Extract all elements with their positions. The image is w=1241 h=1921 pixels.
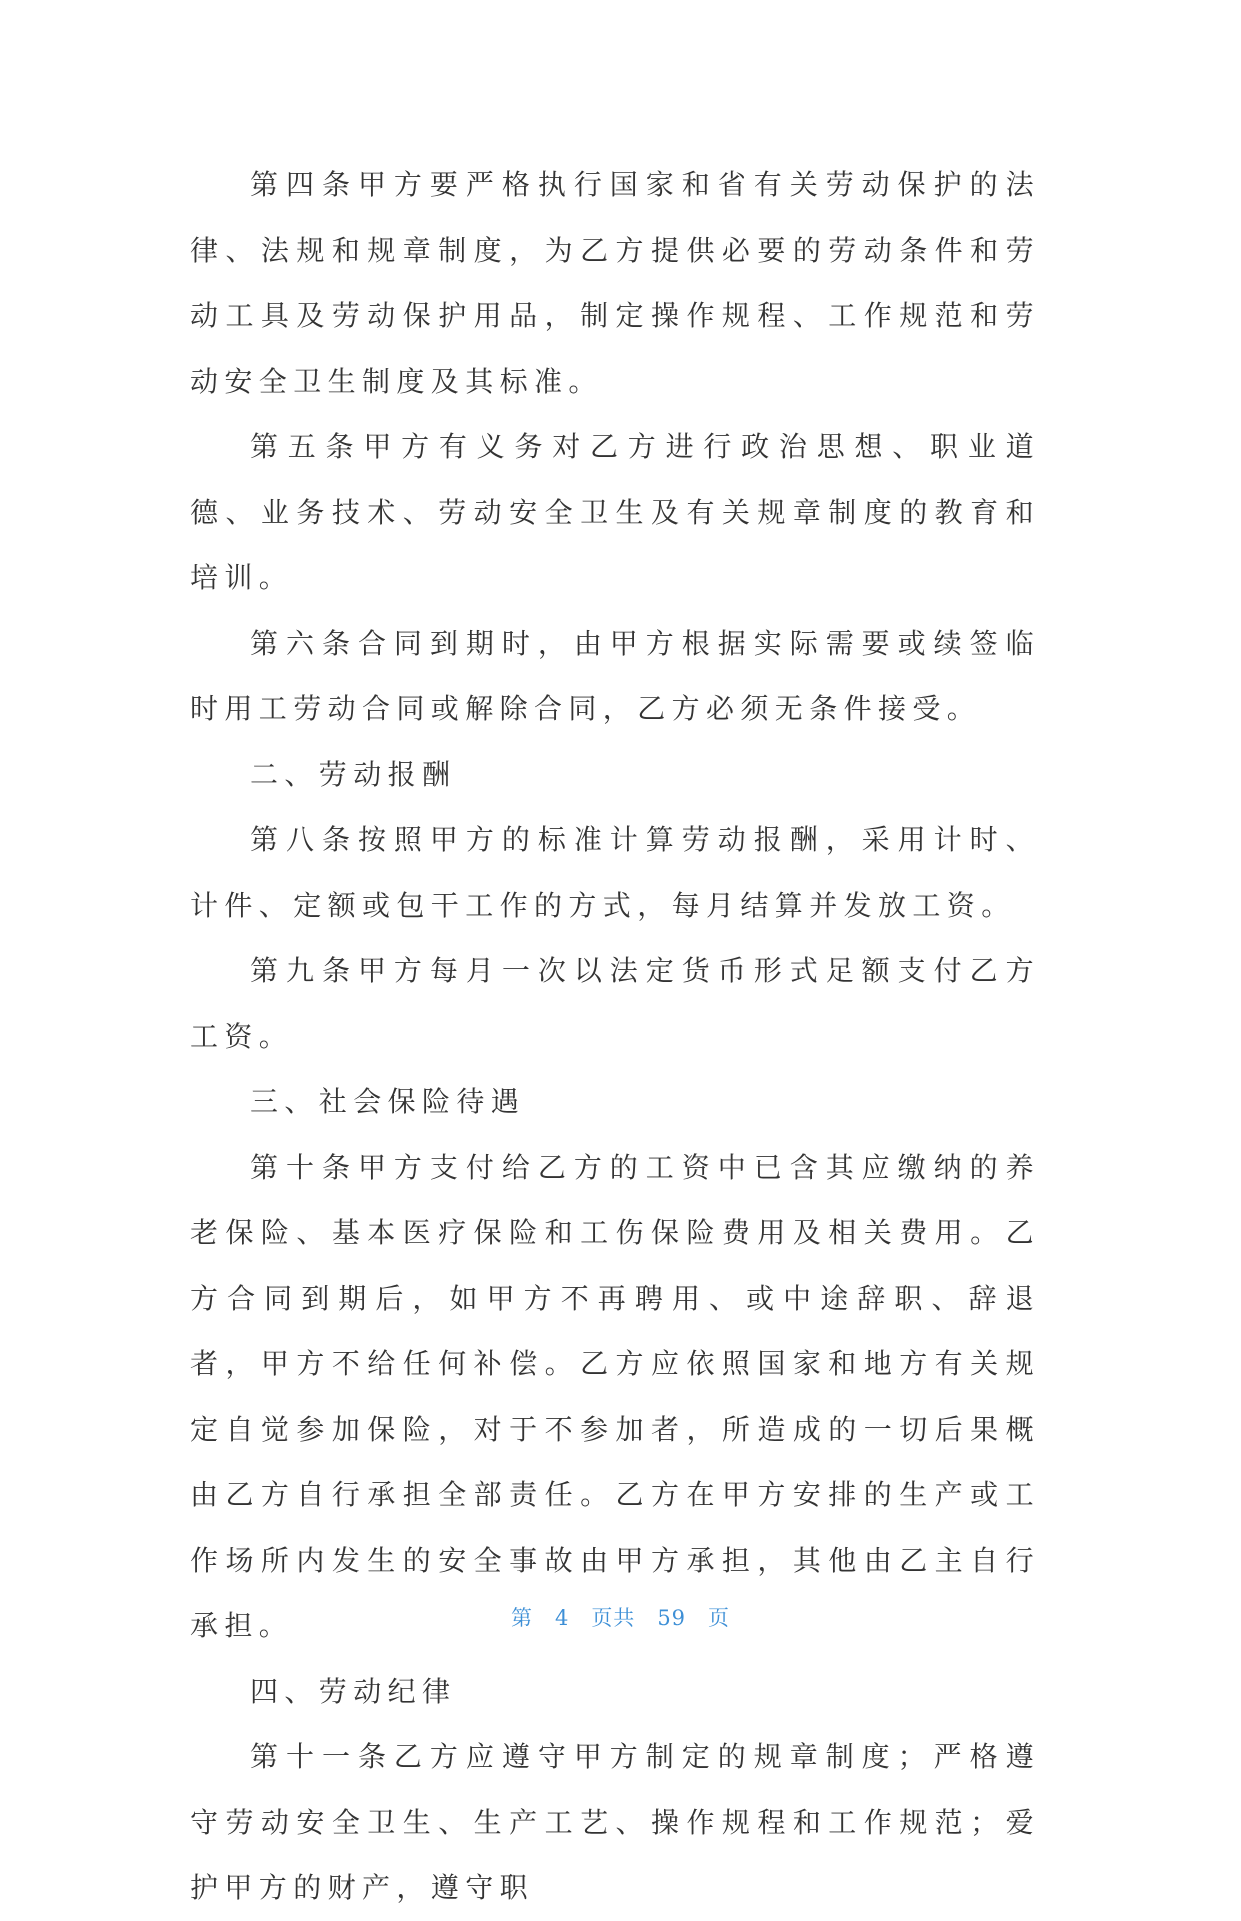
footer-current-page: 4 <box>554 1606 570 1630</box>
paragraph-article-9: 第九条甲方每月一次以法定货币形式足额支付乙方工资。 <box>190 954 1040 1053</box>
paragraph-article-4: 第四条甲方要严格执行国家和省有关劳动保护的法律、法规和规章制度，为乙方提供必要的劳动条件和劳动工具及劳动保护用品，制定操作规程、工作规范和劳动安全卫生制度及其标准。 <box>190 168 1040 398</box>
section-heading-social-insurance: 三、社会保险待遇 <box>250 1085 526 1118</box>
footer-prefix: 第 <box>510 1606 533 1630</box>
page-footer <box>0 1602 1241 1632</box>
section-heading-labor-discipline: 四、劳动纪律 <box>250 1674 457 1708</box>
document-body <box>190 152 1040 1921</box>
paragraph-article-10: 第十条甲方支付给乙方的工资中已含其应缴纳的养老保险、基本医疗保险和工伤保险费用及相关费用。乙方合同到期后，如甲方不再聘用、或中途辞职、辞退者，甲方不给任何补偿。乙方应依照国家和地方有关规定自觉参加保险，对于不参加者，所造成的一切后果概由乙方自行承担全部责任。乙方在甲方安排的生产或工作场所内发生的安全事故由甲方承担，其他由乙主自行承担。 <box>190 1150 1040 1642</box>
footer-suffix: 页 <box>708 1606 731 1630</box>
paragraph-article-8: 第八条按照甲方的标准计算劳动报酬，采用计时、计件、定额或包干工作的方式，每月结算并发放工资。 <box>190 823 1040 922</box>
paragraph-article-11: 第十一条乙方应遵守甲方制定的规章制度；严格遵守劳动安全卫生、生产工艺、操作规程和工作规范；爱护甲方的财产，遵守职 <box>190 1740 1040 1904</box>
footer-total-pages: 59 <box>657 1606 687 1630</box>
section-heading-remuneration: 二、劳动报酬 <box>250 757 457 791</box>
footer-middle: 页共 <box>591 1606 636 1630</box>
paragraph-article-6: 第六条合同到期时，由甲方根据实际需要或续签临时用工劳动合同或解除合同，乙方必须无条件接受。 <box>190 626 1040 725</box>
paragraph-article-5: 第五条甲方有义务对乙方进行政治思想、职业道德、业务技术、劳动安全卫生及有关规章制度的教育和培训。 <box>190 430 1040 594</box>
